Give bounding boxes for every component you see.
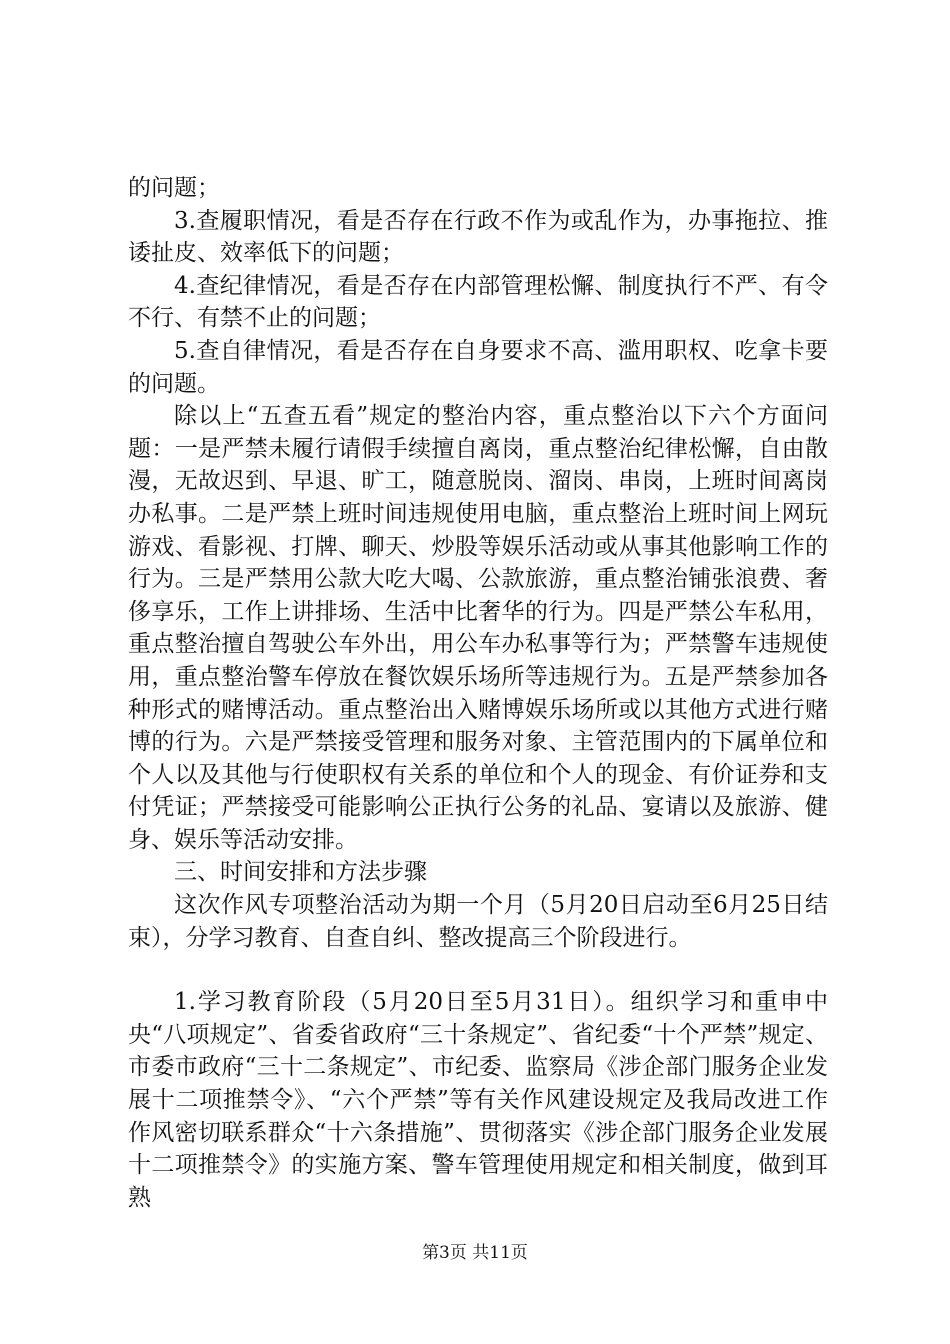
paragraph-continuation: 的问题； <box>128 175 220 201</box>
paragraph-item-4: 4.查纪律情况，看是否存在内部管理松懈、制度执行不严、有令不行、有禁不止的问题； <box>128 272 828 332</box>
paragraph-item-3: 3.查履职情况，看是否存在行政不作为或乱作为，办事拖拉、推诿扯皮、效率低下的问题； <box>128 207 828 267</box>
paragraph-item-5: 5.查自律情况，看是否存在自身要求不高、滥用职权、吃拿卡要的问题。 <box>128 337 828 397</box>
page-number-footer: 第3页 共11页 <box>422 1243 528 1263</box>
document-body <box>128 172 828 1214</box>
paragraph-schedule: 这次作风专项整治活动为期一个月（5月20日启动至6月25日结束），分学习教育、自查自纠、整改提高三个阶段进行。 <box>128 892 828 951</box>
paragraph-six-problems: 除以上“五查五看”规定的整治内容，重点整治以下六个方面问题：一是严禁未履行请假手续擅自离岗，重点整治纪律松懈，自由散漫，无故迟到、早退、旷工，随意脱岗、溜岗、串岗，上班时间离岗办私事。二是严禁上班时间违规使用电脑，重点整治上班时间上网玩游戏、看影视、打牌、聊天、炒股等娱乐活动或从事其他影响工作的行为。三是严禁用公款大吃大喝、公款旅游，重点整治铺张浪费、奢侈享乐，工作上讲排场、生活中比奢华的行为。四是严禁公车私用，重点整治擅自驾驶公车外出，用公车办私事等行为；严禁警车违规使用，重点整治警车停放在餐饮娱乐场所等违规行为。五是严禁参加各种形式的赌博活动。重点整治出入赌博娱乐场所或以其他方式进行赌博的行为。六是严禁接受管理和服务对象、主管范围内的下属单位和个人以及其他与行使职权有关系的单位和个人的现金、有价证券和支付凭证；严禁接受可能影响公正执行公务的礼品、宴请以及旅游、健身、娱乐等活动安排。 <box>128 403 828 853</box>
paragraph-study-phase: 1.学习教育阶段（5月20日至5月31日）。组织学习和重申中央“八项规定”、省委省政府“三十条规定”、省纪委“十个严禁”规定、市委市政府“三十二条规定”、市纪委、监察局《涉企部门服务企业发展十二项推禁令》、“六个严禁”等有关作风建设规定及我局改进工作作风密切联系群众“十六条措施”、贯彻落实《涉企部门服务企业发展十二项推禁令》的实施方案、警车管理使用规定和相关制度，做到耳熟 <box>128 989 828 1211</box>
section-heading-3: 三、时间安排和方法步骤 <box>174 859 427 886</box>
